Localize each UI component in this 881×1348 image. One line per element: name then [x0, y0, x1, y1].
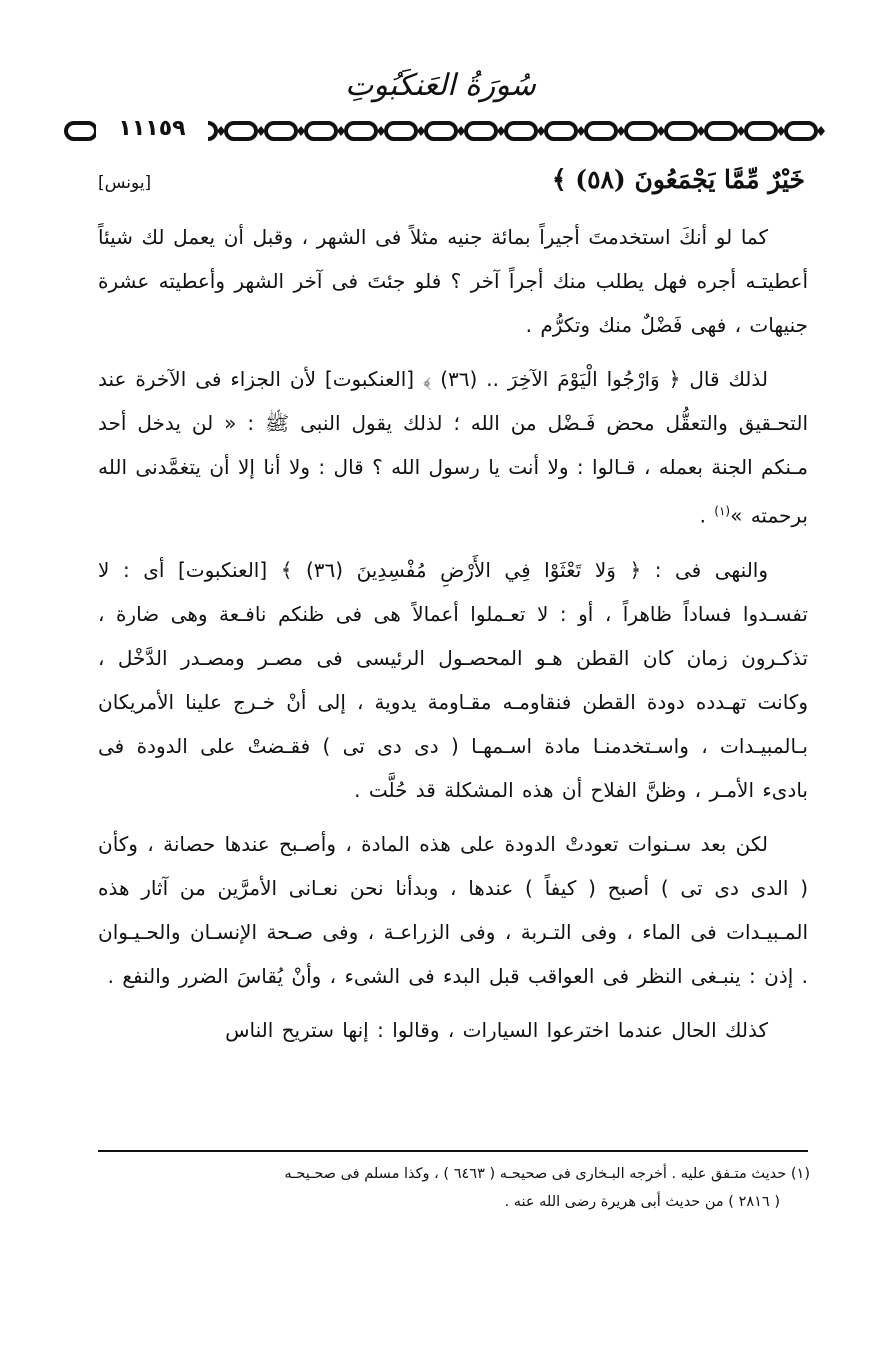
chain-link	[386, 123, 416, 139]
chain-link	[746, 123, 776, 139]
chain-link	[786, 123, 816, 139]
chain-diamond	[297, 126, 305, 136]
chain-diamond	[257, 126, 265, 136]
chain-link	[66, 123, 96, 139]
chain-link	[426, 123, 456, 139]
paragraph-2	[98, 357, 808, 538]
chain-link	[546, 123, 576, 139]
chain-diamond	[217, 126, 225, 136]
chain-link	[226, 123, 256, 139]
surah-title: سُورَةُ العَنكَبُوتِ	[345, 68, 536, 103]
chain-diamond	[377, 126, 385, 136]
chain-diamond	[657, 126, 665, 136]
paragraph-2-text: لذلك قال ﴿ وَارْجُوا الْيَوْمَ الآخِرَ .. (٣٦) ﴾ [العنكبوت] لأن الجزاء فى الآخرة عند التحـقيق والتعقُّل محض فَـضْل من الله ؛ لذلك يقول النبى ﷺ : « لن يدخل أحد مـنكم الجنة بعمله ، قـالوا : ولا أنت يا رسول الله ؟ قال : ولا أنا إلا أن يتغمَّدنى الله برحمته »	[98, 367, 808, 528]
verse-continuation: خَيْرٌ مِّمَّا يَجْمَعُونَ (٥٨) ﴾	[551, 165, 805, 194]
chain-diamond	[777, 126, 785, 136]
footnote-line-2: ( ٢٨١٦ ) من حديث أبى هريرة رضى الله عنه .	[504, 1194, 780, 1210]
paragraph-1: كما لو أنكَ استخدمتَ أجيراً بمائة جنيه مثلاً فى الشهر ، وقبل أن يعمل لك شيئاً أعطيتـه أجره فهل يطلب منك أجراً آخر ؟ فلو جئتَ فى آخر الشهر وأعطيته عشرة جنيهات ، فهى فَضْلٌ منك وتكرُّم .	[98, 225, 808, 337]
footnote-divider	[98, 1150, 808, 1152]
chain-diamond	[497, 126, 505, 136]
chain-link	[466, 123, 496, 139]
chain-link	[346, 123, 376, 139]
footnotes	[98, 1160, 810, 1216]
chain-link	[666, 123, 696, 139]
chain-diamond	[537, 126, 545, 136]
footnote-line-1: (١) حديث متـفق عليه . أخرجه البـخارى فى صحيحـه ( ٦٤٦٣ ) ، وكذا مسلم فى صحـيحـه	[284, 1166, 810, 1182]
paragraph-5: كذلك الحال عندما اخترعوا السيارات ، وقالوا : إنها ستريح الناس	[225, 1017, 768, 1042]
chain-diamond	[457, 126, 465, 136]
chain-link	[306, 123, 336, 139]
chain-diamond	[817, 126, 825, 136]
chain-link	[586, 123, 616, 139]
chain-link	[506, 123, 536, 139]
chain-diamond	[577, 126, 585, 136]
chain-diamond	[337, 126, 345, 136]
verse-reference: [يونس]	[98, 173, 152, 193]
paragraph-4: لكن بعد سـنوات تعودتْ الدودة على هذه المادة ، وأصـبح عندها حصانة ، وكأن ( الدى دى تى ) أصبح ( كيفاً ) عندها ، وبدأنا نحن نعـانى الأمرَّين من آثار هذه المـبيـدات فى الماء ، وفى التـربة ، وفى الزراعـة ، وفى صـحة الإنسـان والحـيـوان . إذن : ينبـغى النظر فى العواقب قبل البدء فى الشىء ، وأنْ يُقاسَ الضرر والنفع .	[98, 831, 808, 988]
paragraph-2-end: .	[699, 503, 715, 528]
chain-link	[266, 123, 296, 139]
page-number: ١١١٥٩	[96, 114, 208, 144]
chain-diamond	[617, 126, 625, 136]
main-text	[98, 215, 808, 1062]
chain-diamond	[737, 126, 745, 136]
chain-diamond	[697, 126, 705, 136]
chain-link	[626, 123, 656, 139]
chain-link	[706, 123, 736, 139]
chain-diamond	[417, 126, 425, 136]
paragraph-3: والنهى فى : ﴿ وَلا تَعْثَوْا فِي الأَرْضِ مُفْسِدِينَ (٣٦) ﴾ [العنكبوت] أى : لا تفسـدوا فساداً ظاهراً ، أو : لا تعـملوا أعمالاً هى فى ظنكم نافـعة وهى ضارة ، تذكـرون زمان كان القطن هـو المحصـول الرئيسى فى مصـر ومصـدر الدَّخْل ، وكانت تهـدده دودة القطن فنقاومـه مقـاومة يدوية ، إلى أنْ خـرج علينا الأمريكان بـالمبيـدات ، واسـتخدمنـا مادة اسـمهـا ( دى دى تى ) فقـضتْ على الدودة فى بادىء الأمـر ، وظنَّ الفلاح أن هذه المشكلة قد حُلَّت .	[98, 557, 808, 802]
footnote-marker: (١)	[714, 504, 731, 518]
